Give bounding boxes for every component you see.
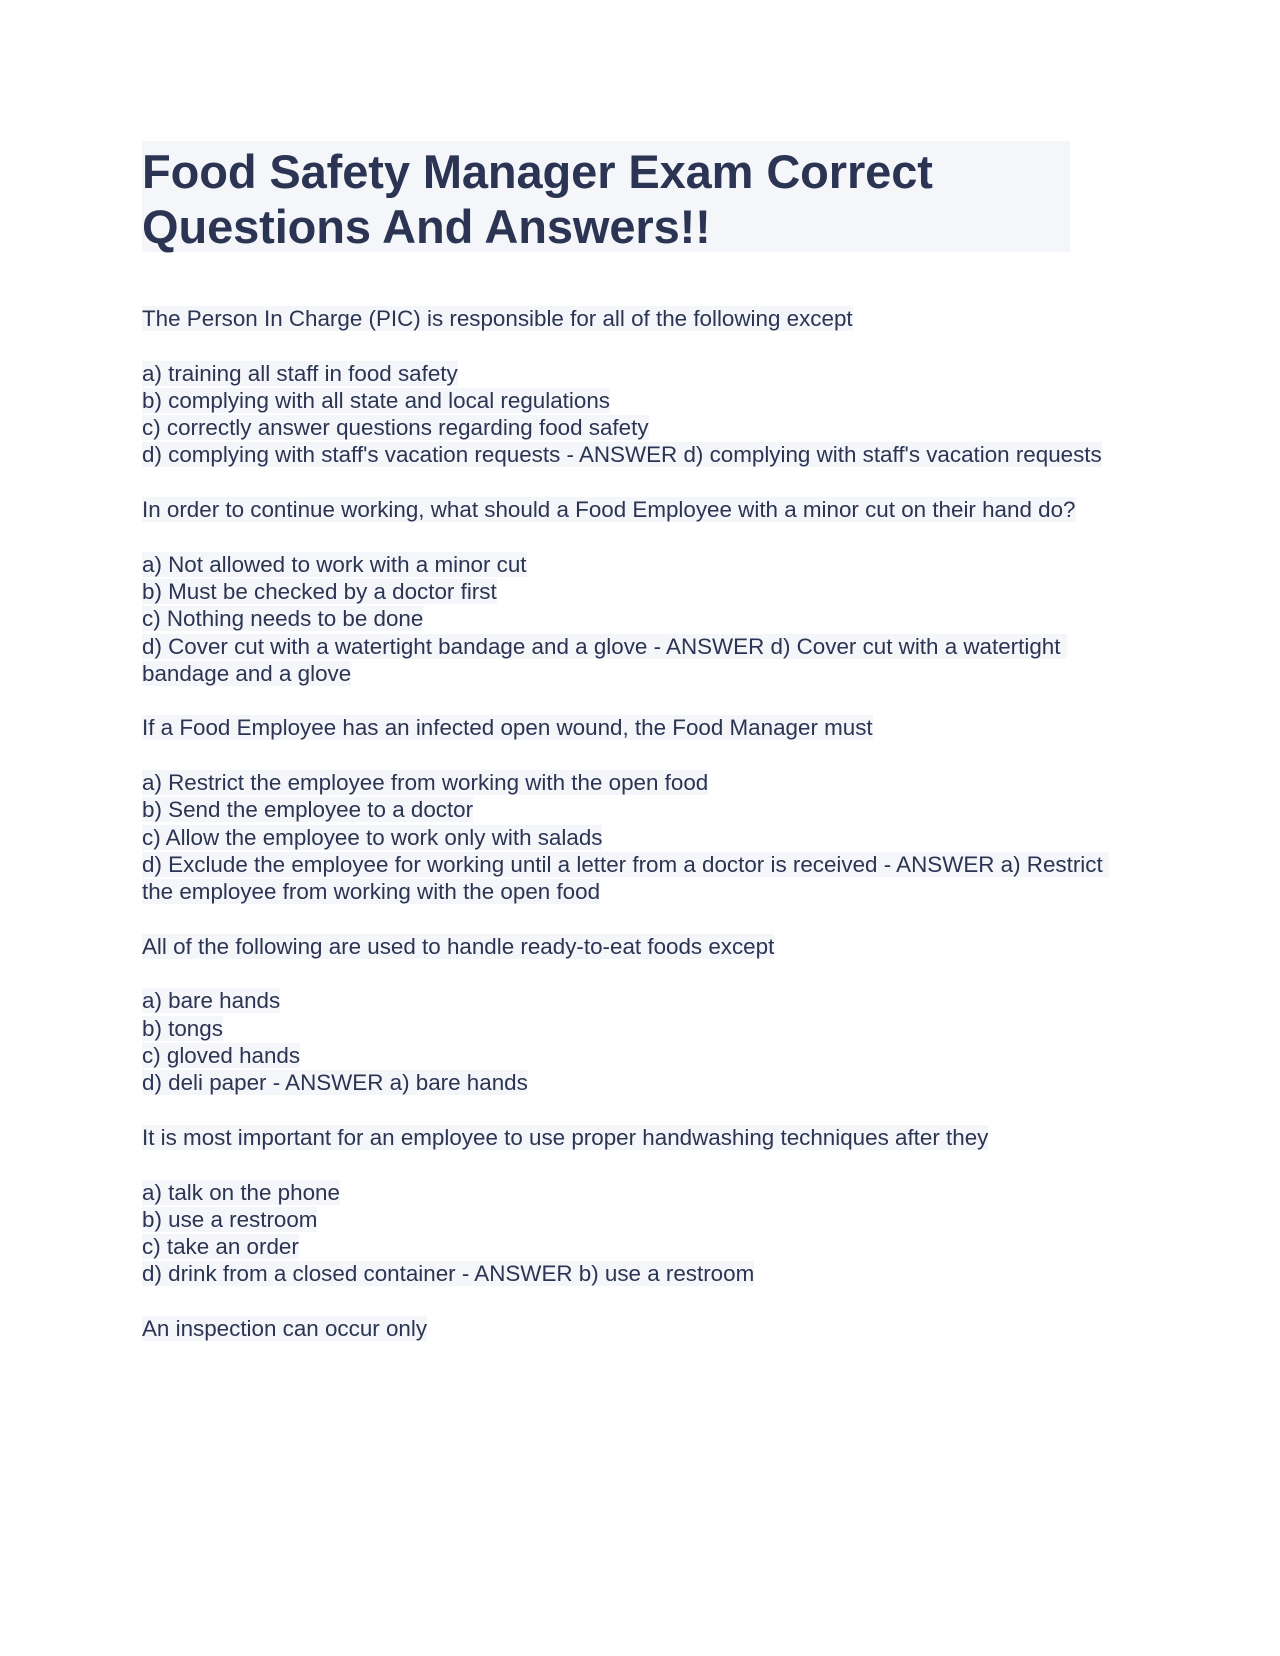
answer-option: c) gloved hands (142, 1043, 301, 1069)
spacer (142, 960, 1128, 987)
title-block (142, 141, 1070, 252)
document-page (142, 141, 1128, 1342)
spacer (142, 906, 1128, 933)
answer-option-with-answer: d) Cover cut with a watertight bandage and a glove - ANSWER d) Cover cut with a watertight bandage and a glove (142, 633, 1067, 686)
question-text: All of the following are used to handle ready-to-eat foods except (142, 933, 775, 959)
answer-option: c) Nothing needs to be done (142, 606, 424, 632)
question-text: It is most important for an employee to use proper handwashing techniques after they (142, 1124, 989, 1150)
answer-option-with-answer: d) deli paper - ANSWER a) bare hands (142, 1070, 528, 1096)
answer-option: a) Restrict the employee from working with the open food (142, 770, 709, 796)
question-block (142, 714, 1128, 905)
answer-option-with-answer: d) Exclude the employee for working until a letter from a doctor is received - ANSWER a) Restrict the employee from working with the open food (142, 851, 1109, 905)
answer-option: c) take an order (142, 1234, 299, 1260)
answer-option: a) talk on the phone (142, 1179, 340, 1205)
answer-option-with-answer: d) complying with staff's vacation requests - ANSWER d) complying with staff's vacation requests (142, 442, 1102, 468)
answer-option: b) use a restroom (142, 1206, 318, 1232)
spacer (142, 687, 1128, 714)
spacer (142, 1151, 1128, 1178)
spacer (142, 523, 1128, 550)
question-block (142, 1124, 1128, 1288)
spacer (142, 1097, 1128, 1124)
question-block (142, 496, 1128, 687)
answer-option: b) complying with all state and local regulations (142, 387, 610, 413)
answer-option: c) Allow the employee to work only with salads (142, 824, 603, 850)
answer-option: b) tongs (142, 1015, 223, 1041)
answer-option: a) training all staff in food safety (142, 360, 458, 386)
document-body (142, 305, 1128, 1342)
question-block (142, 305, 1128, 469)
question-text: The Person In Charge (PIC) is responsible for all of the following except (142, 306, 853, 331)
answer-option: b) Must be checked by a doctor first (142, 578, 497, 604)
spacer (142, 742, 1128, 769)
spacer (142, 469, 1128, 496)
document-title: Food Safety Manager Exam Correct Questions And Answers!! (142, 145, 933, 253)
answer-option: b) Send the employee to a doctor (142, 797, 474, 823)
answer-option: c) correctly answer questions regarding food safety (142, 415, 649, 441)
question-text: In order to continue working, what should a Food Employee with a minor cut on their hand do? (142, 497, 1076, 523)
question-block (142, 933, 1128, 1097)
spacer (142, 1288, 1128, 1315)
answer-option-with-answer: d) drink from a closed container - ANSWER b) use a restroom (142, 1261, 755, 1287)
spacer (142, 332, 1128, 359)
question-block (142, 1315, 1128, 1342)
question-text: An inspection can occur only (142, 1315, 428, 1341)
answer-option: a) Not allowed to work with a minor cut (142, 551, 527, 577)
question-text: If a Food Employee has an infected open wound, the Food Manager must (142, 715, 873, 741)
answer-option: a) bare hands (142, 988, 281, 1014)
